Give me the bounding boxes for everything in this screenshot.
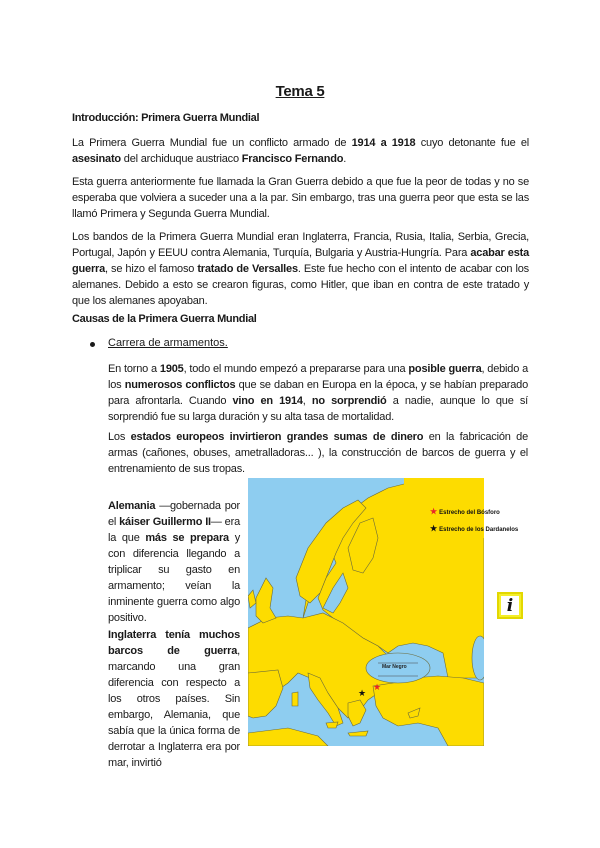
section-heading-introduction: Introducción: Primera Guerra Mundial: [72, 112, 260, 124]
info-icon[interactable]: i: [497, 592, 523, 619]
paragraph-alemania: Alemania —gobernada por el káiser Guillermo II— era la que más se prepara y con diferencia llegando a triplicar su gasto en armamento; veían la inminente guerra como algo positivo.: [108, 500, 240, 624]
europe-map-icon: [248, 478, 484, 746]
red-star-icon: ★: [430, 507, 438, 516]
paragraph: Los estados europeos invirtieron grandes sumas de dinero en la fabricación de armas (cañones, obuses, ametralladoras... ), la construcción de barcos de guerra y el entrenamiento de sus tropas.: [108, 431, 528, 475]
paragraph: La Primera Guerra Mundial fue un conflicto armado de 1914 a 1918 cuyo detonante fue el asesinato del archiduque austriaco Francisco Fernando.: [72, 137, 529, 165]
paragraph-inglaterra: Inglaterra tenía muchos barcos de guerra, marcando una gran diferencia con respecto a los otros países. Sin embargo, Alemania, que sabía que la única forma de derrotar a Inglaterra era por mar, invirtió: [108, 629, 240, 769]
bullet-icon: [90, 342, 95, 347]
bullet-label: Carrera de armamentos.: [108, 337, 228, 349]
paragraph: En torno a 1905, todo el mundo empezó a prepararse para una posible guerra, debido a los numerosos conflictos que se daban en Europa en la época, y se habían preparado para afrontarla. Cuando vino en 1914, no sorprendió a nadie, aunque lo que sí sorprendió fue su larga duración y su alta tasa de mortalidad.: [108, 363, 529, 423]
legend-item-dardanelles: ★ Estrecho de los Dardanelos: [430, 524, 519, 533]
paragraph: Los bandos de la Primera Guerra Mundial eran Inglaterra, Francia, Rusia, Italia, Serbia, Grecia, Portugal, Japón y EEUU contra Alemania, Turquía, Bulgaria y Austria-Hungría. Para acabar esta guerra, se hizo el famoso tratado de Versalles. Este fue hecho con el intento de acabar con los alemanes. Debido a esto se crearon figuras, como Hitler, que iban en contra de este tratado y que los alemanes apoyaban.: [72, 231, 529, 307]
black-star-icon: ★: [430, 524, 438, 533]
dardanelles-star-icon: ★: [358, 688, 367, 698]
page-title: Tema 5: [275, 83, 325, 100]
paragraph: Esta guerra anteriormente fue llamada la Gran Guerra debido a que fue la peor de todas y no se esperaba que volviera a suceder una a la par. Sin embargo, tras una guerra peor que esta se las llamó Primera y Segunda Guerra Mundial.: [72, 176, 529, 220]
section-heading-causes: Causas de la Primera Guerra Mundial: [72, 313, 257, 325]
europe-map-image: [248, 478, 484, 746]
map-sea-label: Mar Negro: [382, 664, 407, 670]
bosphorus-star-icon: ★: [373, 682, 382, 692]
legend-item-bosphorus: ★ Estrecho del Bósforo: [430, 507, 500, 516]
